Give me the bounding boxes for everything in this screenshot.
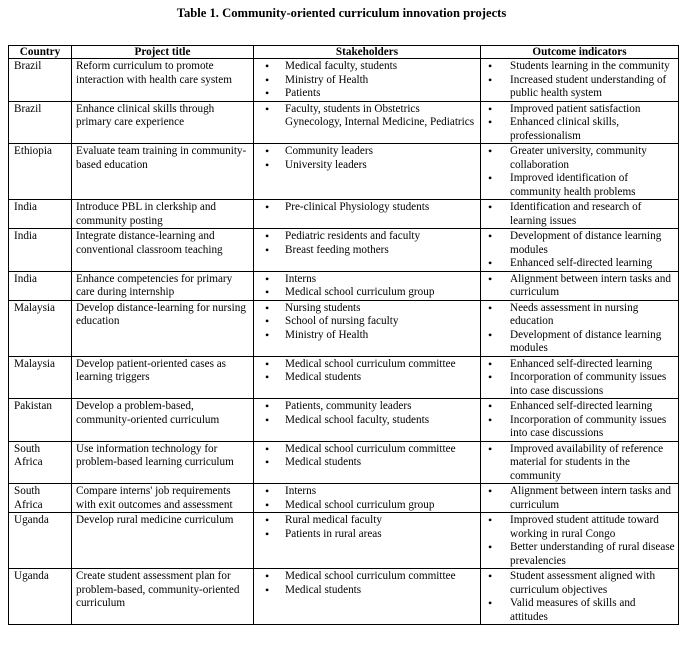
country-cell: Uganda (9, 513, 72, 569)
outcome-item: • Incorporation of community issues into case discussions (485, 371, 675, 398)
outcome-indicators-cell (481, 59, 679, 102)
stakeholders-cell (254, 399, 481, 442)
country-cell: Brazil (9, 59, 72, 102)
project-title-cell: Develop patient-oriented cases as learning triggers (72, 356, 254, 399)
stakeholder-item: • Medical school curriculum group (258, 286, 477, 300)
country-cell: Malaysia (9, 300, 72, 356)
country-cell: Malaysia (9, 356, 72, 399)
country-cell: India (9, 229, 72, 272)
project-title-cell: Enhance clinical skills through primary care experience (72, 101, 254, 144)
stakeholder-item: • Patients, community leaders (258, 400, 477, 414)
project-title-cell: Reform curriculum to promote interaction with health care system (72, 59, 254, 102)
stakeholders-list (258, 273, 477, 300)
outcome-indicators-cell (481, 484, 679, 513)
table-row (9, 484, 679, 513)
outcome-indicators-cell (481, 356, 679, 399)
outcome-item: • Enhanced self-directed learning (485, 358, 675, 372)
stakeholders-cell (254, 484, 481, 513)
table-row (9, 441, 679, 484)
stakeholder-item: • University leaders (258, 159, 477, 173)
table-row (9, 144, 679, 200)
stakeholder-item: • School of nursing faculty (258, 315, 477, 329)
outcome-item: • Improved identification of community health problems (485, 172, 675, 199)
stakeholders-list (258, 570, 477, 597)
header-project-title: Project title (72, 46, 254, 59)
country-cell: India (9, 200, 72, 229)
stakeholder-item: • Medical school curriculum group (258, 499, 477, 513)
header-outcome-indicators: Outcome indicators (481, 46, 679, 59)
country-cell: South Africa (9, 441, 72, 484)
stakeholder-item: • Nursing students (258, 302, 477, 316)
country-cell: South Africa (9, 484, 72, 513)
stakeholders-cell (254, 144, 481, 200)
outcome-list (485, 145, 675, 199)
project-title-cell: Develop rural medicine curriculum (72, 513, 254, 569)
stakeholder-item: • Medical school faculty, students (258, 414, 477, 428)
project-title-cell: Create student assessment plan for problem-based, community-oriented curriculum (72, 569, 254, 625)
stakeholder-item: • Breast feeding mothers (258, 244, 477, 258)
stakeholder-item: • Interns (258, 485, 477, 499)
stakeholder-item: • Patients in rural areas (258, 528, 477, 542)
stakeholders-list (258, 443, 477, 470)
stakeholders-list (258, 485, 477, 512)
outcome-item: • Students learning in the community (485, 60, 675, 74)
table-row (9, 271, 679, 300)
outcome-item: • Enhanced self-directed learning (485, 400, 675, 414)
project-title-cell: Compare interns' job requirements with exit outcomes and assessment (72, 484, 254, 513)
table-row (9, 229, 679, 272)
table-row (9, 513, 679, 569)
outcome-item: • Needs assessment in nursing education (485, 302, 675, 329)
stakeholders-cell (254, 229, 481, 272)
outcome-indicators-cell (481, 569, 679, 625)
outcome-indicators-cell (481, 513, 679, 569)
outcome-list (485, 443, 675, 484)
table-body (9, 59, 679, 625)
stakeholder-item: • Patients (258, 87, 477, 101)
stakeholder-item: • Ministry of Health (258, 329, 477, 343)
stakeholder-item: • Medical school curriculum committee (258, 358, 477, 372)
outcome-list (485, 273, 675, 300)
table-row (9, 101, 679, 144)
stakeholders-list (258, 60, 477, 101)
country-cell: India (9, 271, 72, 300)
table-row (9, 399, 679, 442)
outcome-list (485, 201, 675, 228)
stakeholders-list (258, 400, 477, 427)
outcome-item: • Development of distance learning modules (485, 329, 675, 356)
project-title-cell: Enhance competencies for primary care during internship (72, 271, 254, 300)
stakeholder-item: • Medical school curriculum committee (258, 570, 477, 584)
table-row (9, 59, 679, 102)
stakeholders-list (258, 514, 477, 541)
project-title-cell: Use information technology for problem-based learning curriculum (72, 441, 254, 484)
outcome-list (485, 60, 675, 101)
stakeholder-item: • Pre-clinical Physiology students (258, 201, 477, 215)
outcome-indicators-cell (481, 300, 679, 356)
stakeholders-list (258, 358, 477, 385)
outcome-item: • Identification and research of learning issues (485, 201, 675, 228)
outcome-list (485, 302, 675, 356)
outcome-list (485, 103, 675, 144)
outcome-list (485, 514, 675, 568)
outcome-list (485, 358, 675, 399)
outcome-item: • Valid measures of skills and attitudes (485, 597, 675, 624)
stakeholder-item: • Medical school curriculum committee (258, 443, 477, 457)
stakeholder-item: • Medical faculty, students (258, 60, 477, 74)
stakeholder-item: • Rural medical faculty (258, 514, 477, 528)
project-title-cell: Develop distance-learning for nursing education (72, 300, 254, 356)
country-cell: Brazil (9, 101, 72, 144)
outcome-list (485, 400, 675, 441)
stakeholders-cell (254, 200, 481, 229)
outcome-item: • Improved student attitude toward working in rural Congo (485, 514, 675, 541)
table-row (9, 569, 679, 625)
outcome-item: • Increased student understanding of public health system (485, 74, 675, 101)
stakeholders-list (258, 145, 477, 172)
stakeholder-item: • Medical students (258, 584, 477, 598)
stakeholders-cell (254, 59, 481, 102)
outcome-item: • Incorporation of community issues into case discussions (485, 414, 675, 441)
header-country: Country (9, 46, 72, 59)
outcome-indicators-cell (481, 441, 679, 484)
stakeholder-item: • Pediatric residents and faculty (258, 230, 477, 244)
outcome-item: • Enhanced self-directed learning (485, 257, 675, 271)
stakeholder-item: • Community leaders (258, 145, 477, 159)
outcome-item: • Development of distance learning modules (485, 230, 675, 257)
country-cell: Uganda (9, 569, 72, 625)
project-title-cell: Introduce PBL in clerkship and community posting (72, 200, 254, 229)
stakeholders-cell (254, 101, 481, 144)
stakeholder-item: • Medical students (258, 371, 477, 385)
stakeholders-cell (254, 569, 481, 625)
outcome-item: • Student assessment aligned with curriculum objectives (485, 570, 675, 597)
stakeholders-list (258, 103, 477, 130)
stakeholders-cell (254, 441, 481, 484)
outcome-list (485, 485, 675, 512)
outcome-item: • Improved patient satisfaction (485, 103, 675, 117)
stakeholders-list (258, 230, 477, 257)
outcome-indicators-cell (481, 200, 679, 229)
outcome-item: • Improved availability of reference material for students in the community (485, 443, 675, 484)
outcome-indicators-cell (481, 271, 679, 300)
table-row (9, 356, 679, 399)
stakeholder-item: • Medical students (258, 456, 477, 470)
stakeholders-cell (254, 513, 481, 569)
outcome-list (485, 230, 675, 271)
projects-table (8, 45, 679, 625)
outcome-indicators-cell (481, 144, 679, 200)
stakeholders-cell (254, 271, 481, 300)
outcome-item: • Alignment between intern tasks and curriculum (485, 273, 675, 300)
project-title-cell: Evaluate team training in community-based education (72, 144, 254, 200)
stakeholders-list (258, 201, 477, 215)
stakeholders-cell (254, 356, 481, 399)
stakeholders-list (258, 302, 477, 343)
outcome-item: • Better understanding of rural disease prevalencies (485, 541, 675, 568)
country-cell: Pakistan (9, 399, 72, 442)
outcome-list (485, 570, 675, 624)
outcome-indicators-cell (481, 229, 679, 272)
header-row (9, 46, 679, 59)
project-title-cell: Integrate distance-learning and conventional classroom teaching (72, 229, 254, 272)
stakeholder-item: • Interns (258, 273, 477, 287)
stakeholders-cell (254, 300, 481, 356)
outcome-item: • Enhanced clinical skills, professionalism (485, 116, 675, 143)
outcome-item: • Alignment between intern tasks and curriculum (485, 485, 675, 512)
table-row (9, 300, 679, 356)
outcome-item: • Greater university, community collaboration (485, 145, 675, 172)
table-caption: Table 1. Community-oriented curriculum innovation projects (176, 6, 507, 20)
header-stakeholders: Stakeholders (254, 46, 481, 59)
outcome-indicators-cell (481, 101, 679, 144)
outcome-indicators-cell (481, 399, 679, 442)
country-cell: Ethiopia (9, 144, 72, 200)
project-title-cell: Develop a problem-based, community-oriented curriculum (72, 399, 254, 442)
stakeholder-item: • Faculty, students in Obstetrics Gynecology, Internal Medicine, Pediatrics (258, 103, 477, 130)
table-row (9, 200, 679, 229)
stakeholder-item: • Ministry of Health (258, 74, 477, 88)
